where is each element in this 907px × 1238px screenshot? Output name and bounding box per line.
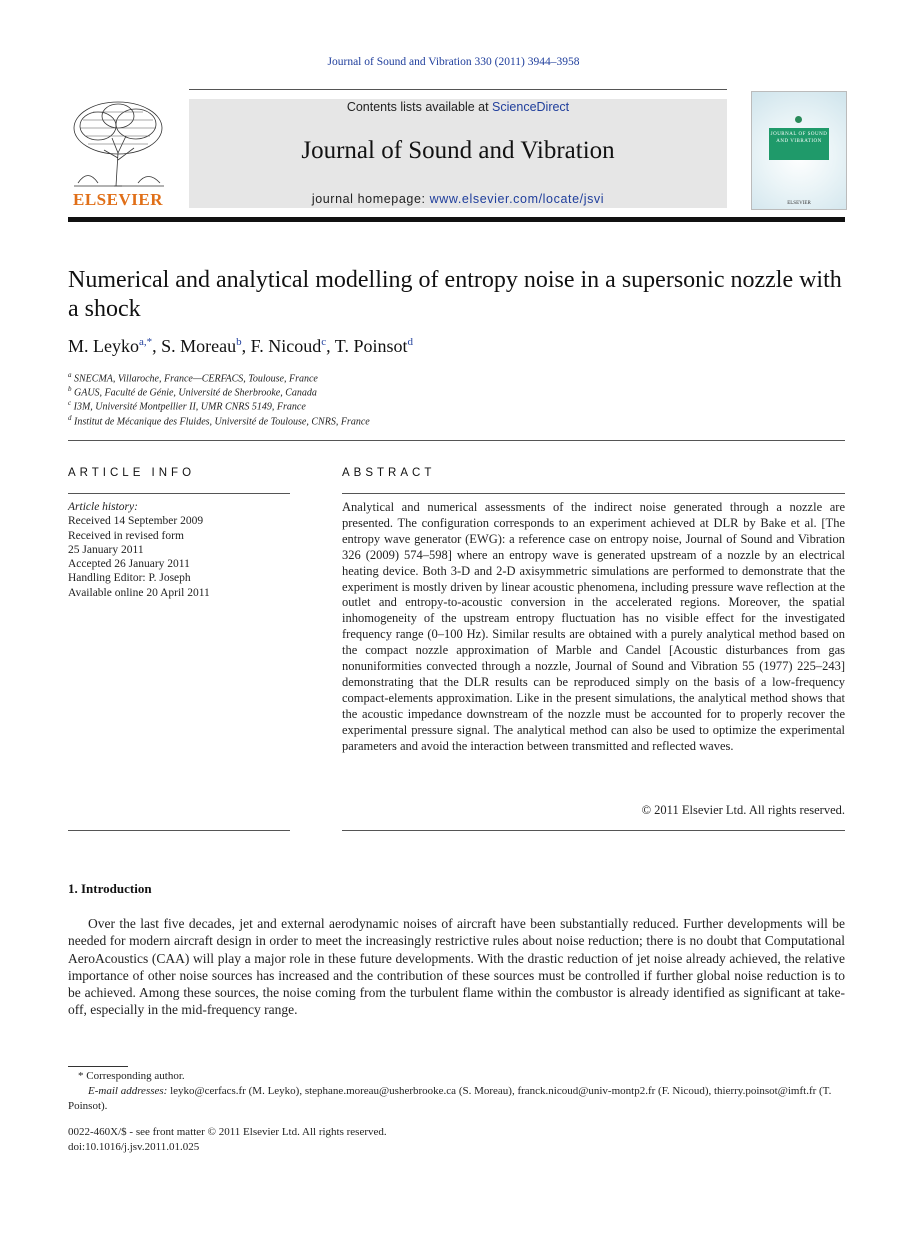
abstract-top-rule <box>342 493 845 494</box>
abstract-copyright: © 2011 Elsevier Ltd. All rights reserved. <box>641 803 845 817</box>
journal-title: Journal of Sound and Vibration <box>301 137 615 164</box>
author-affiliation-mark[interactable]: b <box>236 336 242 348</box>
email-addresses[interactable]: leyko@cerfacs.fr (M. Leyko), stephane.moreau@usherbrooke.ca (S. Moreau), franck.nicoud@univ-montp2.fr (F. Nicoud), thierry.poinsot@imft.fr (T. Poinsot). <box>68 1085 832 1112</box>
introduction-paragraph: Over the last five decades, jet and external aerodynamic noises of aircraft have been substantially reduced. Further developments will be needed for modern aircraft design in order to meet the increasingly restrictive rules about noise reduction; there is no doubt that Computational AeroAcoustics (CAA) will play a major role in these future developments. With the drastic reduction of jet noise already achieved, the relative importance of other noise sources has increased and the contribution of these sources must be controlled if further global noise reduction is to be achieved. Among these sources, the noise coming from the turbulent flame within the combustor is already identified as significant at take-off, especially in the mid-frequency range. <box>68 916 845 1018</box>
history-line: 25 January 2011 <box>68 543 144 556</box>
homepage-prefix: journal homepage: <box>311 192 430 206</box>
footnote-rule <box>68 1066 128 1067</box>
history-line: Received in revised form <box>68 529 184 542</box>
history-line: Available online 20 April 2011 <box>68 586 210 599</box>
article-history <box>68 500 290 600</box>
history-line: Handling Editor: P. Joseph <box>68 572 191 585</box>
elsevier-logo-text: ELSEVIER <box>73 190 163 209</box>
affiliation-mark: a <box>68 371 72 379</box>
homepage-link[interactable]: www.elsevier.com/locate/jsvi <box>429 192 605 206</box>
homepage-line <box>189 192 727 206</box>
affiliation <box>68 371 318 384</box>
contents-prefix: Contents lists available at <box>346 100 493 114</box>
affiliation-mark: c <box>68 399 72 407</box>
author-name[interactable]: F. Nicoud <box>250 336 322 356</box>
history-line: Accepted 26 January 2011 <box>68 558 190 571</box>
affiliation <box>68 399 306 412</box>
footnote-mark: * <box>78 1070 84 1082</box>
header-top-rule <box>189 89 727 90</box>
history-line: Received 14 September 2009 <box>68 515 204 528</box>
affiliation <box>68 385 317 398</box>
cover-emblem-icon <box>795 116 802 123</box>
abstract-text: Analytical and numerical assessments of the indirect noise generated through a nozzle are presented. The configuration corresponds to an experiment achieved at DLR by Bake et al. [The entropy wave generator (EWG): a reference case on entropy noise, Journal of Sound and Vibration 326 (2009) 574–598] where an entropy wave is generated upstream of a nozzle by an electrical heating device. Both 3-D and 2-D axisymmetric simulations are performed to demonstrate that the experiment is mostly driven by linear acoustic phenomena, including pressure wave reflection at the outlet and entropy-to-acoustic conversion in the accelerated regions. Moreover, the spatial inhomogeneity of the upstream entropy fluctuation has no visible effect for the investigated frequency range (0–100 Hz). Similar results are obtained with a purely analytical method based on the compact nozzle approximation of Marble and Candel [Acoustic disturbances from gas nonuniformities convected through a nozzle, Journal of Sound and Vibration 55 (1977) 225–243] demonstrating that the DLR results can be reproduced simply on the basis of a low-frequency compact-elements approximation. Like in the present simulations, the analytical method shows that the acoustic impedance downstream of the nozzle must be accounted for to properly recover the experimental pressure signal. The analytical method can also be used to optimize the experimental parameters and avoid the interaction between transmitted and reflected waves. <box>342 500 845 753</box>
affiliation-text: GAUS, Faculté de Génie, Université de Sherbrooke, Canada <box>74 387 317 399</box>
article-title: Numerical and analytical modelling of entropy noise in a supersonic nozzle with a shock <box>68 267 842 322</box>
issn-line: 0022-460X/$ - see front matter © 2011 Elsevier Ltd. All rights reserved. <box>68 1126 387 1138</box>
article-info-top-rule <box>68 493 290 494</box>
section-heading-introduction: 1. Introduction <box>68 881 152 896</box>
bottom-info <box>68 1125 668 1155</box>
affiliation <box>68 414 370 427</box>
history-label: Article history: <box>68 501 138 513</box>
affiliation-text: Institut de Mécanique des Fluides, Université de Toulouse, CNRS, France <box>74 416 370 428</box>
article-info-bottom-rule <box>68 830 290 831</box>
abstract-heading: ABSTRACT <box>342 467 436 479</box>
corresponding-author-text: Corresponding author. <box>86 1070 185 1082</box>
footnotes <box>68 1069 845 1114</box>
author-name[interactable]: M. Leyko <box>68 336 139 356</box>
cover-title: JOURNAL OF SOUND AND VIBRATION <box>770 132 828 144</box>
email-label: E-mail addresses: <box>88 1085 168 1097</box>
affiliation-mark: d <box>68 414 72 422</box>
tree-icon <box>68 98 170 188</box>
affiliation-mark: b <box>68 385 72 393</box>
author-affiliation-mark[interactable]: c <box>321 336 327 348</box>
sciencedirect-link[interactable]: ScienceDirect <box>492 100 570 114</box>
email-note <box>68 1084 845 1114</box>
author-separator: , <box>152 336 162 356</box>
author-list <box>68 336 413 357</box>
author-affiliation-mark[interactable]: d <box>407 336 413 348</box>
author-name[interactable]: S. Moreau <box>161 336 237 356</box>
article-info-heading: ARTICLE INFO <box>68 467 196 479</box>
author-name[interactable]: T. Poinsot <box>334 336 408 356</box>
abstract-bottom-rule <box>342 830 845 831</box>
doi-line[interactable]: doi:10.1016/j.jsv.2011.01.025 <box>68 1141 200 1153</box>
contents-line <box>189 100 727 114</box>
affiliation-text: I3M, Université Montpellier II, UMR CNRS 5149, France <box>73 401 306 413</box>
affiliation-text: SNECMA, Villaroche, France—CERFACS, Toulouse, France <box>74 373 318 385</box>
author-affiliation-mark[interactable]: a,* <box>139 336 153 348</box>
affiliations-divider <box>68 440 845 441</box>
header-thick-rule <box>68 217 845 222</box>
author-separator: , <box>241 336 251 356</box>
journal-citation[interactable]: Journal of Sound and Vibration 330 (2011) 3944–3958 <box>327 56 580 68</box>
corresponding-author-note <box>68 1069 845 1084</box>
journal-cover-thumbnail[interactable] <box>751 91 847 210</box>
cover-publisher: ELSEVIER <box>787 201 811 206</box>
author-separator: , <box>326 336 335 356</box>
